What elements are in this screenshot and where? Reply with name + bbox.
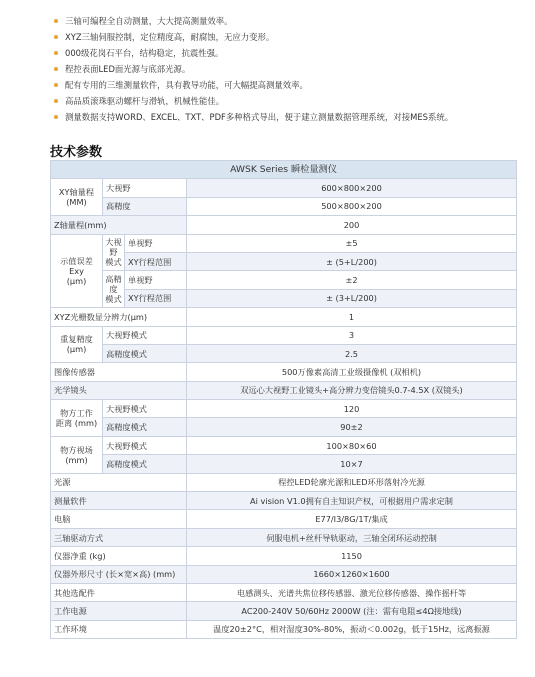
bullet-dot-icon bbox=[54, 51, 58, 55]
table-row bbox=[51, 418, 517, 436]
table-row bbox=[51, 455, 517, 473]
environment-value: 温度20±2°C，相对湿度30%-80%，振动＜0.002g，低于15Hz，远离振源 bbox=[187, 620, 517, 638]
power-label: 工作电源 bbox=[51, 602, 187, 620]
feature-item bbox=[52, 109, 532, 125]
bullet-dot-icon bbox=[54, 115, 58, 119]
repeatability-precision-label: 高精度模式 bbox=[103, 344, 187, 362]
repeatability-large-label: 大视野模式 bbox=[103, 326, 187, 344]
bullet-dot-icon bbox=[54, 99, 58, 103]
error-large-single-label: 单视野 bbox=[125, 234, 187, 252]
light-source-value: 程控LED轮廓光源和LED环形落射冷光源 bbox=[187, 473, 517, 491]
error-large-travel-value: ± (5+L/200) bbox=[187, 252, 517, 270]
error-precision-single-value: ±2 bbox=[187, 271, 517, 289]
error-precision-mode-label: 高精度 模式 bbox=[103, 271, 125, 308]
table-row bbox=[51, 473, 517, 491]
field-precision-value: 10×7 bbox=[187, 455, 517, 473]
table-row bbox=[51, 547, 517, 565]
options-value: 电感测头、光谱共焦位移传感器、激光位移传感器、操作摇杆等 bbox=[187, 583, 517, 601]
bullet-dot-icon bbox=[54, 19, 58, 23]
feature-text: 配有专用的三维测量软件，具有教导功能，可大幅提高测量效率。 bbox=[65, 80, 308, 90]
feature-text: 三轴可编程全自动测量，大大提高测量效率。 bbox=[65, 16, 233, 26]
error-precision-travel-value: ± (3+L/200) bbox=[187, 289, 517, 307]
xy-large-field-value: 600×800×200 bbox=[187, 179, 517, 197]
feature-text: 测量数据支持WORD、EXCEL、TXT、PDF多种格式导出，便于建立测量数据管理系统，对接MES系统。 bbox=[65, 112, 454, 122]
work-distance-label: 物方工作 距离 (mm) bbox=[51, 400, 103, 437]
table-row bbox=[51, 363, 517, 381]
bullet-dot-icon bbox=[54, 67, 58, 71]
xy-range-label: XY轴量程 (MM) bbox=[51, 179, 103, 216]
resolution-value: 1 bbox=[187, 308, 517, 326]
z-range-value: 200 bbox=[187, 216, 517, 234]
xy-precision-label: 高精度 bbox=[103, 197, 187, 215]
table-title: AWSK Series 瞬检量测仪 bbox=[51, 161, 517, 179]
feature-text: 000级花岗石平台，结构稳定，抗震性强。 bbox=[65, 48, 224, 58]
bullet-dot-icon bbox=[54, 83, 58, 87]
table-row bbox=[51, 528, 517, 546]
feature-text: 高品质滚珠驱动螺杆与滑轨，机械性能佳。 bbox=[65, 96, 225, 106]
computer-value: E77/I3/8G/1T/集成 bbox=[187, 510, 517, 528]
drive-label: 三轴驱动方式 bbox=[51, 528, 187, 546]
feature-item bbox=[52, 29, 532, 45]
table-row bbox=[51, 381, 517, 399]
feature-list bbox=[52, 13, 532, 125]
resolution-label: XYZ光栅数显分辨力(μm) bbox=[51, 308, 187, 326]
feature-text: 程控表面LED面光源与底部光源。 bbox=[65, 64, 191, 74]
repeatability-label: 重复精度 (μm) bbox=[51, 326, 103, 363]
table-row bbox=[51, 344, 517, 362]
feature-item bbox=[52, 13, 532, 29]
error-large-mode-label: 大视野 模式 bbox=[103, 234, 125, 271]
xy-precision-value: 500×800×200 bbox=[187, 197, 517, 215]
lens-label: 光学镜头 bbox=[51, 381, 187, 399]
table-row bbox=[51, 583, 517, 601]
table-row bbox=[51, 565, 517, 583]
error-label: 示值误差 Exy (μm) bbox=[51, 234, 103, 308]
field-large-label: 大视野模式 bbox=[103, 436, 187, 454]
field-large-value: 100×80×60 bbox=[187, 436, 517, 454]
repeatability-precision-value: 2.5 bbox=[187, 344, 517, 362]
table-row bbox=[51, 179, 517, 197]
xy-large-field-label: 大视野 bbox=[103, 179, 187, 197]
table-row bbox=[51, 326, 517, 344]
dimensions-value: 1660×1260×1600 bbox=[187, 565, 517, 583]
spec-table bbox=[50, 160, 517, 639]
bullet-dot-icon bbox=[54, 35, 58, 39]
drive-value: 伺服电机+丝杆导轨驱动，三轴全闭环运动控制 bbox=[187, 528, 517, 546]
light-source-label: 光源 bbox=[51, 473, 187, 491]
error-precision-travel-label: XY行程范围 bbox=[125, 289, 187, 307]
lens-value: 双远心大视野工业镜头+高分辨力变倍镜头0.7-4.5X (双镜头) bbox=[187, 381, 517, 399]
sensor-value: 500万像素高清工业级摄像机 (双相机) bbox=[187, 363, 517, 381]
computer-label: 电脑 bbox=[51, 510, 187, 528]
table-title-row bbox=[51, 161, 517, 179]
dimensions-label: 仪器外形尺寸 (长×宽×高) (mm) bbox=[51, 565, 187, 583]
error-precision-single-label: 单视野 bbox=[125, 271, 187, 289]
feature-item bbox=[52, 45, 532, 61]
work-distance-large-label: 大视野模式 bbox=[103, 400, 187, 418]
table-row bbox=[51, 602, 517, 620]
software-label: 测量软件 bbox=[51, 492, 187, 510]
field-precision-label: 高精度模式 bbox=[103, 455, 187, 473]
feature-item bbox=[52, 61, 532, 77]
table-row bbox=[51, 197, 517, 215]
work-distance-precision-label: 高精度模式 bbox=[103, 418, 187, 436]
environment-label: 工作环境 bbox=[51, 620, 187, 638]
table-row bbox=[51, 400, 517, 418]
field-label: 物方视场 (mm) bbox=[51, 436, 103, 473]
table-row bbox=[51, 216, 517, 234]
table-row bbox=[51, 234, 517, 252]
work-distance-precision-value: 90±2 bbox=[187, 418, 517, 436]
options-label: 其他选配件 bbox=[51, 583, 187, 601]
feature-item bbox=[52, 77, 532, 93]
z-range-label: Z轴量程(mm) bbox=[51, 216, 187, 234]
table-row bbox=[51, 308, 517, 326]
power-value: AC200-240V 50/60Hz 2000W (注：需有电阻≤4Ω接地线) bbox=[187, 602, 517, 620]
table-row bbox=[51, 271, 517, 289]
software-value: Ai vision V1.0拥有自主知识产权，可根据用户需求定制 bbox=[187, 492, 517, 510]
table-row bbox=[51, 492, 517, 510]
error-large-single-value: ±5 bbox=[187, 234, 517, 252]
feature-item bbox=[52, 93, 532, 109]
work-distance-large-value: 120 bbox=[187, 400, 517, 418]
repeatability-large-value: 3 bbox=[187, 326, 517, 344]
table-row bbox=[51, 436, 517, 454]
sensor-label: 图像传感器 bbox=[51, 363, 187, 381]
weight-label: 仪器净重 (kg) bbox=[51, 547, 187, 565]
feature-text: XYZ三轴伺服控制，定位精度高，耐腐蚀，无应力变形。 bbox=[65, 32, 275, 42]
error-large-travel-label: XY行程范围 bbox=[125, 252, 187, 270]
section-heading: 技术参数 bbox=[50, 145, 103, 160]
weight-value: 1150 bbox=[187, 547, 517, 565]
table-row bbox=[51, 510, 517, 528]
table-row bbox=[51, 620, 517, 638]
